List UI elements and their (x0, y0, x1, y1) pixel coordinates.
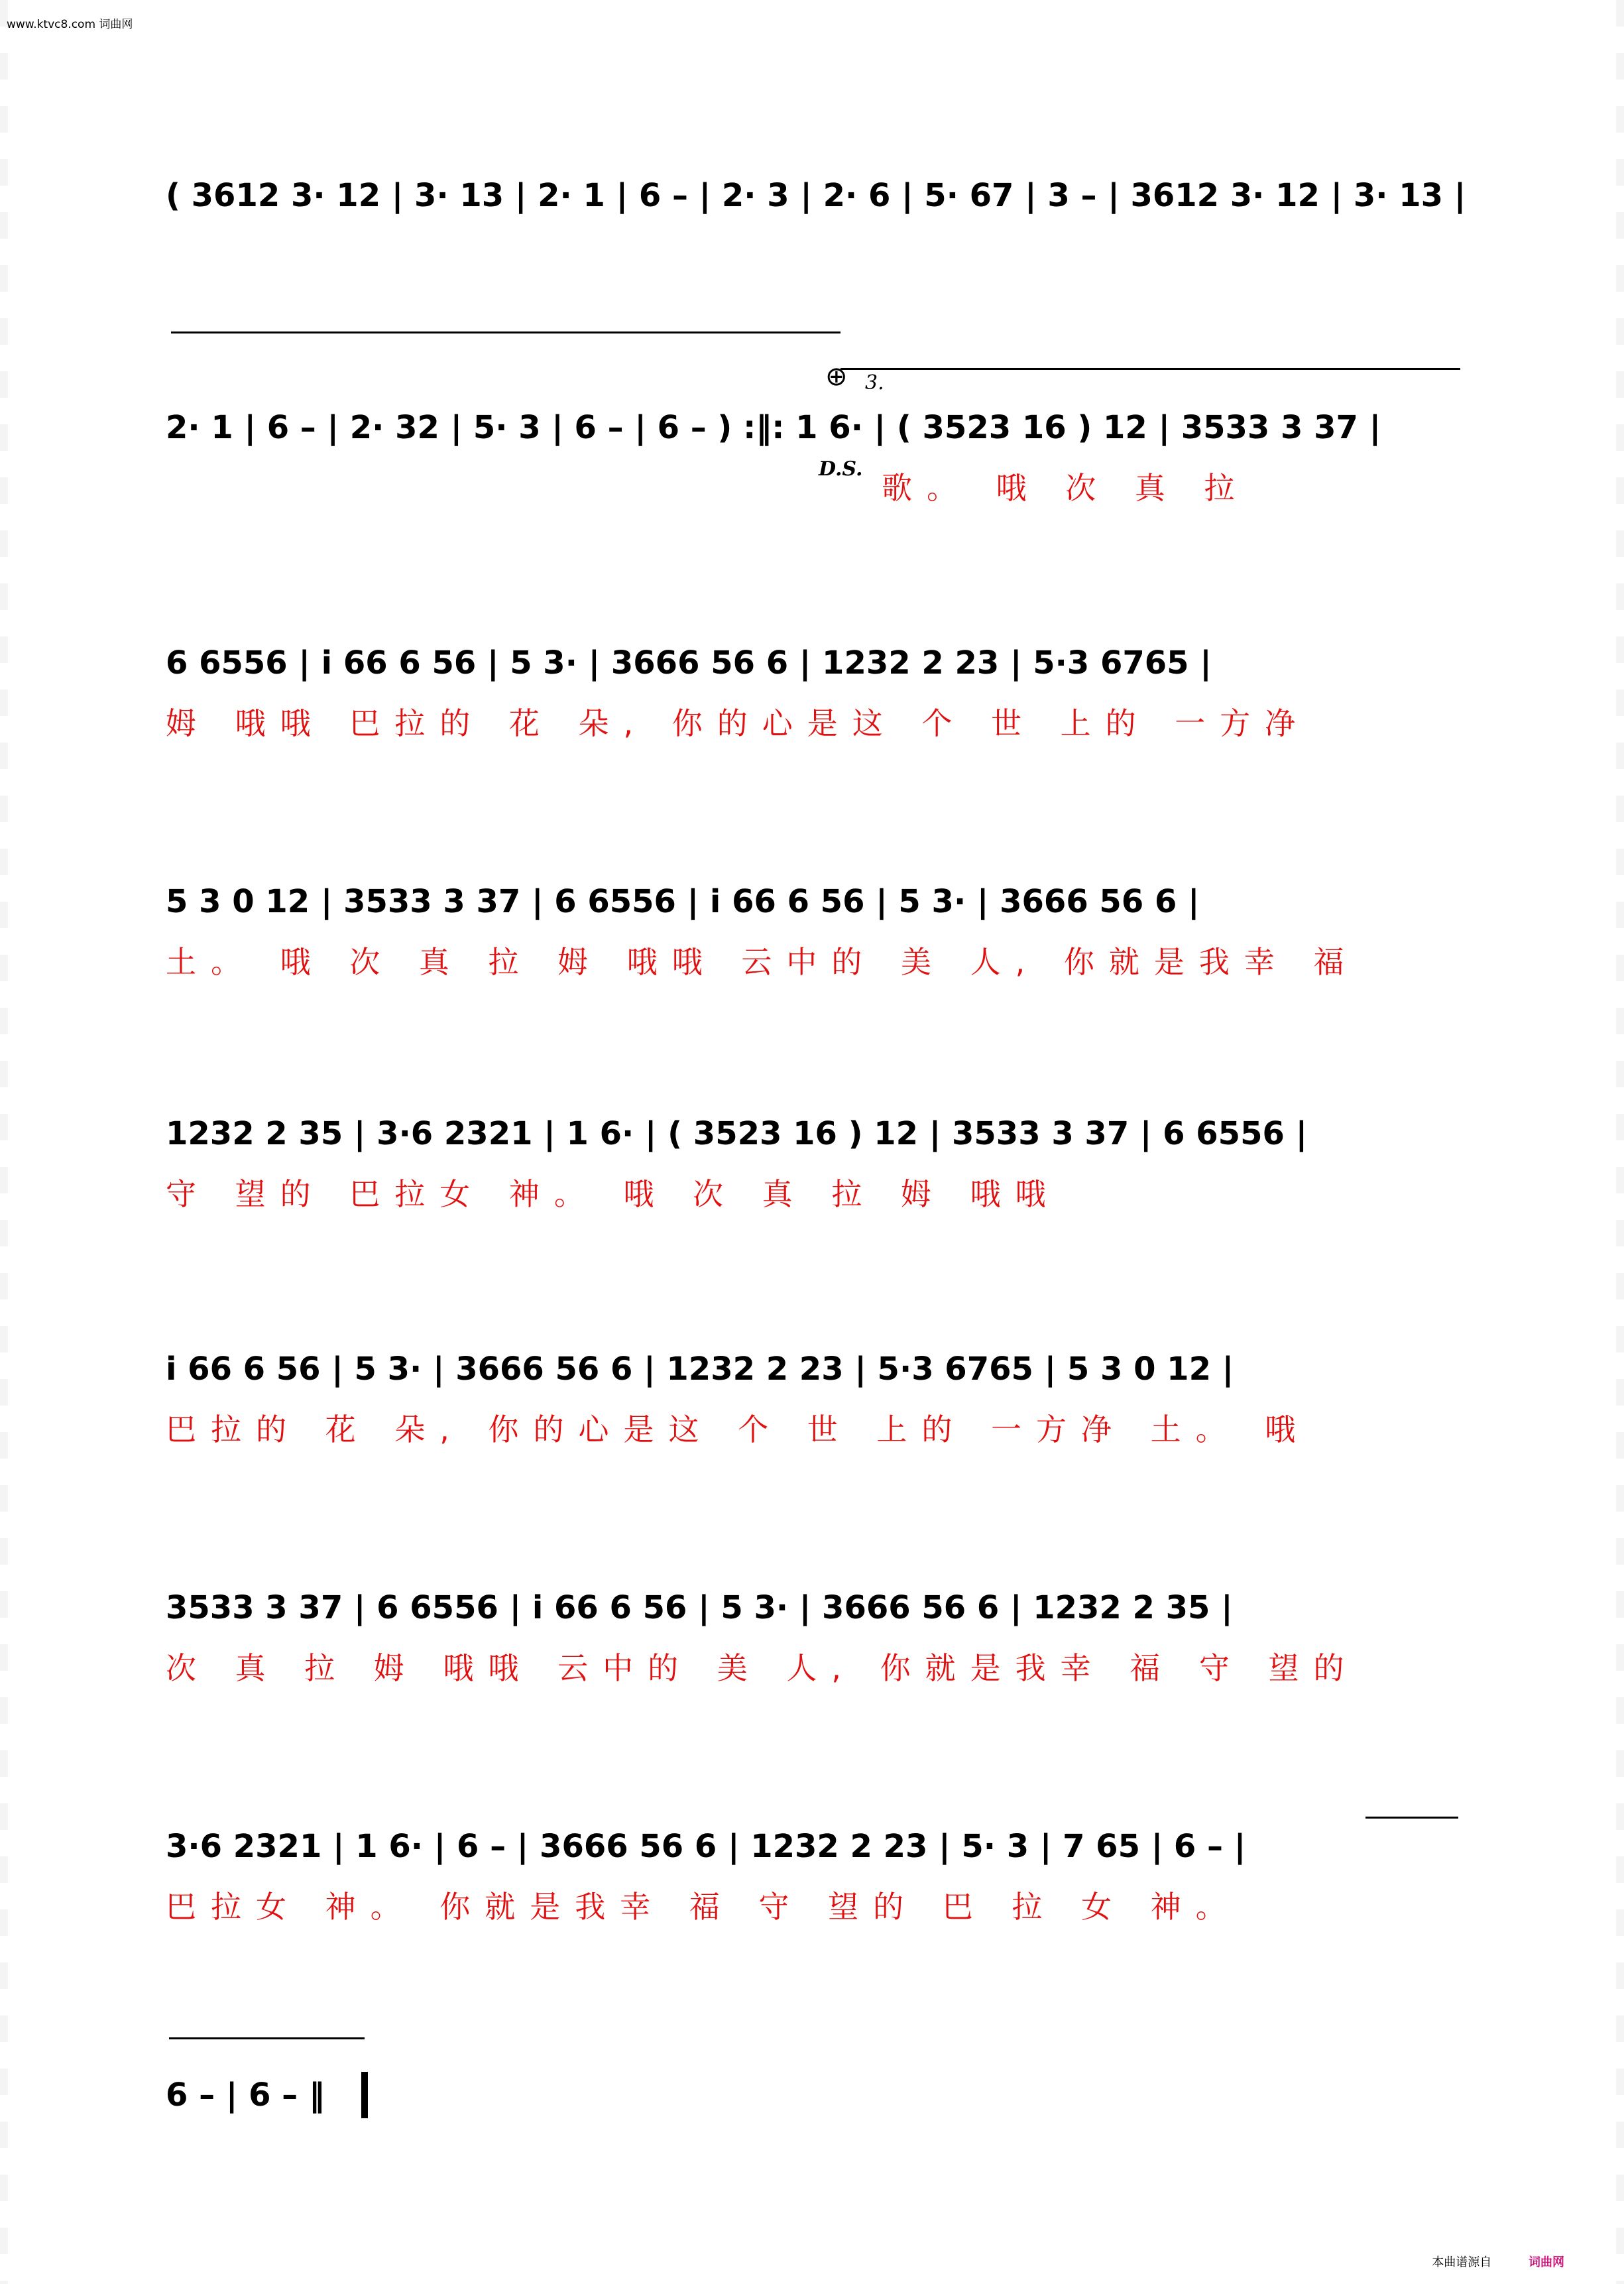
volta-number: 3. (865, 371, 884, 394)
notation-line: i 66 6 56 | 5 3· | 3666 56 6 | 1232 2 23 | 5·3 6765 | 5 3 0 12 | (166, 1351, 1234, 1388)
right-margin-strip (1616, 0, 1624, 2284)
site-watermark: www.ktvc8.com 词曲网 (7, 18, 133, 31)
notation-line: 2· 1 | 6 – | 2· 32 | 5· 3 | 6 – | 6 – ) :‖: 1 6· | ( 3523 16 ) 12 | 3533 3 37 | (166, 409, 1381, 446)
notation-line: 5 3 0 12 | 3533 3 37 | 6 6556 | i 66 6 56 | 5 3· | 3666 56 6 | (166, 883, 1200, 920)
lyrics-line: 姆 哦哦 巴拉的 花 朵, 你的心是这 个 世 上的 一方净 (166, 705, 1310, 741)
notation-line: 3·6 2321 | 1 6· | 6 – | 3666 56 6 | 1232 2 23 | 5· 3 | 7 65 | 6 – | (166, 1828, 1246, 1865)
first-ending-bracket (171, 331, 841, 333)
coda-icon: ⊕ (825, 361, 848, 392)
score-system-1 (166, 166, 1465, 285)
lyrics-line: 土。 哦 次 真 拉 姆 哦哦 云中的 美 人, 你就是我幸 福 (166, 944, 1359, 980)
lyrics-line: 歌。 哦 次 真 拉 (882, 470, 1249, 506)
score-system-6 (166, 1339, 1465, 1459)
dal-segno-mark: D.S. (819, 457, 863, 481)
lyrics-line: 巴拉的 花 朵, 你的心是这 个 世 上的 一方净 土。 哦 (166, 1412, 1310, 1447)
final-tie-line (169, 2037, 365, 2039)
score-system-9 (166, 2065, 1465, 2125)
score-system-7 (166, 1578, 1465, 1697)
notation-line: 1232 2 35 | 3·6 2321 | 1 6· | ( 3523 16 ) 12 | 3533 3 37 | 6 6556 | (166, 1115, 1308, 1152)
footer-brand-link[interactable]: 词曲网 (1529, 2255, 1564, 2269)
notation-line: 6 – | 6 – ‖ (166, 2076, 325, 2114)
lyrics-line (166, 232, 1465, 285)
notation-line: 3533 3 37 | 6 6556 | i 66 6 56 | 5 3· | 3666 56 6 | 1232 2 35 | (166, 1589, 1233, 1626)
score-system-2 (166, 398, 1465, 517)
second-ending-bracket (841, 368, 1460, 370)
lyrics-line: 巴拉女 神。 你就是我幸 福 守 望的 巴 拉 女 神。 (166, 1889, 1241, 1925)
score-system-5 (166, 1104, 1465, 1223)
notation-line: 6 6556 | i 66 6 56 | 5 3· | 3666 56 6 | 1232 2 23 | 5·3 6765 | (166, 644, 1212, 682)
page-footer (1432, 2253, 1564, 2270)
score-system-4 (166, 872, 1465, 991)
footer-source-label: 本曲谱源自 (1432, 2255, 1492, 2269)
lyrics-line: 次 真 拉 姆 哦哦 云中的 美 人, 你就是我幸 福 守 望的 (166, 1650, 1359, 1686)
score-system-8 (166, 1817, 1465, 1936)
left-margin-strip (0, 0, 8, 2284)
notation-line: ( 3612 3· 12 | 3· 13 | 2· 1 | 6 – | 2· 3 | 2· 6 | 5· 67 | 3 – | 3612 3· 12 | 3· 13 | (166, 177, 1466, 214)
lyrics-line: 守 望的 巴拉女 神。 哦 次 真 拉 姆 哦哦 (166, 1176, 1061, 1212)
score-system-3 (166, 633, 1465, 752)
final-barline (361, 2072, 368, 2118)
